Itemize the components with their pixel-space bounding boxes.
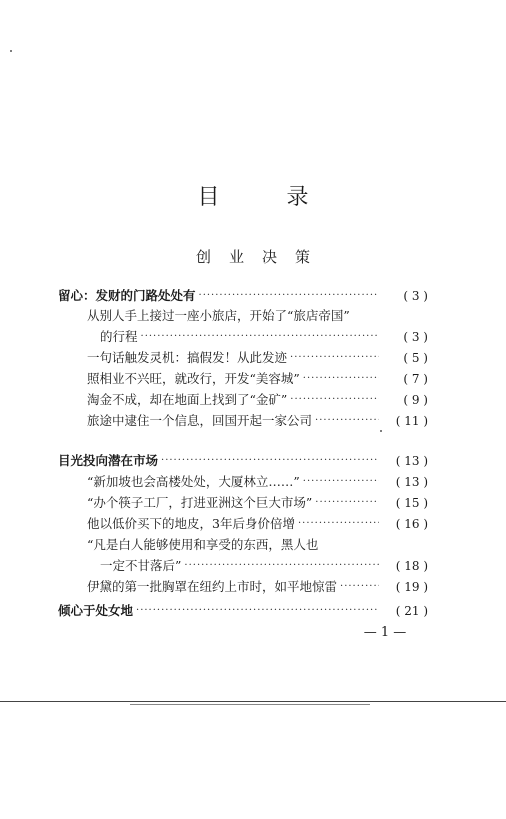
toc-entry-title: “新加坡也会高楼处处，大厦林立……” bbox=[87, 474, 300, 489]
leader-dots bbox=[303, 369, 379, 389]
toc-entry-page: ( 13 ) bbox=[395, 475, 428, 489]
toc-entry-page: ( 9 ) bbox=[403, 393, 428, 407]
toc-entry[interactable] bbox=[87, 535, 387, 555]
toc-entry-page: ( 18 ) bbox=[395, 559, 428, 573]
toc-entry-page: ( 3 ) bbox=[403, 330, 428, 344]
section-title: 创业决策 bbox=[195, 248, 328, 266]
toc-entry-title: 一定不甘落后” bbox=[100, 558, 182, 573]
scan-speck bbox=[380, 430, 382, 432]
toc-entry[interactable] bbox=[87, 577, 428, 597]
toc-entry-title: 的行程 bbox=[100, 329, 138, 344]
page-number: — 1 — bbox=[363, 625, 407, 640]
toc-entry[interactable] bbox=[58, 451, 428, 471]
toc-entry-title: 旅途中逮住一个信息，回国开起一家公司 bbox=[87, 413, 313, 428]
toc-entry-title: 目光投向潜在市场 bbox=[58, 453, 159, 468]
toc-entry-title: 照相业不兴旺，就改行，开发“美容城” bbox=[87, 371, 300, 386]
toc-entry[interactable] bbox=[87, 493, 428, 513]
toc-entry-page: ( 15 ) bbox=[395, 496, 428, 510]
toc-entry[interactable] bbox=[58, 286, 428, 306]
toc-entry-title: 伊黛的第一批胸罩在纽约上市时，如平地惊雷 bbox=[87, 579, 338, 594]
leader-dots bbox=[315, 411, 379, 431]
scan-speck bbox=[10, 50, 12, 52]
toc-entry[interactable] bbox=[87, 390, 428, 410]
leader-dots bbox=[290, 348, 379, 368]
toc-entry[interactable] bbox=[100, 556, 428, 576]
toc-entry-title: 倾心于处女地 bbox=[58, 603, 134, 618]
toc-entry-title: 他以低价买下的地皮，3年后身价倍增 bbox=[87, 516, 295, 531]
toc-entry-title: “办个筷子工厂，打进亚洲这个巨大市场” bbox=[87, 495, 313, 510]
scan-rule-line bbox=[0, 701, 506, 702]
toc-entry[interactable] bbox=[58, 601, 428, 621]
leader-dots bbox=[161, 451, 379, 471]
toc-entry[interactable] bbox=[87, 369, 428, 389]
leader-dots bbox=[298, 514, 379, 534]
leader-dots bbox=[184, 556, 379, 576]
toc-entry-page: ( 7 ) bbox=[403, 372, 428, 386]
toc-entry-title: 一句话触发灵机：搞假发！从此发迹 bbox=[87, 350, 288, 365]
leader-dots bbox=[136, 601, 379, 621]
toc-entry-title: 从别人手上接过一座小旅店，开始了“旅店帝国” bbox=[87, 308, 350, 323]
toc-entry-page: ( 13 ) bbox=[395, 454, 428, 468]
leader-dots bbox=[340, 577, 379, 597]
toc-entry-page: ( 11 ) bbox=[395, 414, 428, 428]
leader-dots bbox=[315, 493, 379, 513]
toc-entry[interactable] bbox=[87, 306, 387, 326]
page-title: 目 录 bbox=[197, 185, 339, 210]
leader-dots bbox=[303, 472, 379, 492]
toc-entry[interactable] bbox=[87, 411, 428, 431]
toc-entry-title: 淘金不成，却在地面上找到了“金矿” bbox=[87, 392, 288, 407]
leader-dots bbox=[199, 286, 379, 306]
toc-entry-title: 留心：发财的门路处处有 bbox=[58, 288, 196, 303]
leader-dots bbox=[290, 390, 379, 410]
toc-entry-page: ( 16 ) bbox=[395, 517, 428, 531]
toc-entry-page: ( 19 ) bbox=[395, 580, 428, 594]
toc-entry-page: ( 21 ) bbox=[395, 604, 428, 618]
toc-entry-title: “凡是白人能够使用和享受的东西，黑人也 bbox=[87, 537, 319, 552]
toc-entry-page: ( 3 ) bbox=[403, 289, 428, 303]
toc-entry-page: ( 5 ) bbox=[403, 351, 428, 365]
toc-entry[interactable] bbox=[87, 514, 428, 534]
toc-entry[interactable] bbox=[87, 348, 428, 368]
toc-entry[interactable] bbox=[87, 472, 428, 492]
scan-rule-line bbox=[130, 704, 370, 705]
toc-entry[interactable] bbox=[100, 327, 428, 347]
leader-dots bbox=[141, 327, 379, 347]
